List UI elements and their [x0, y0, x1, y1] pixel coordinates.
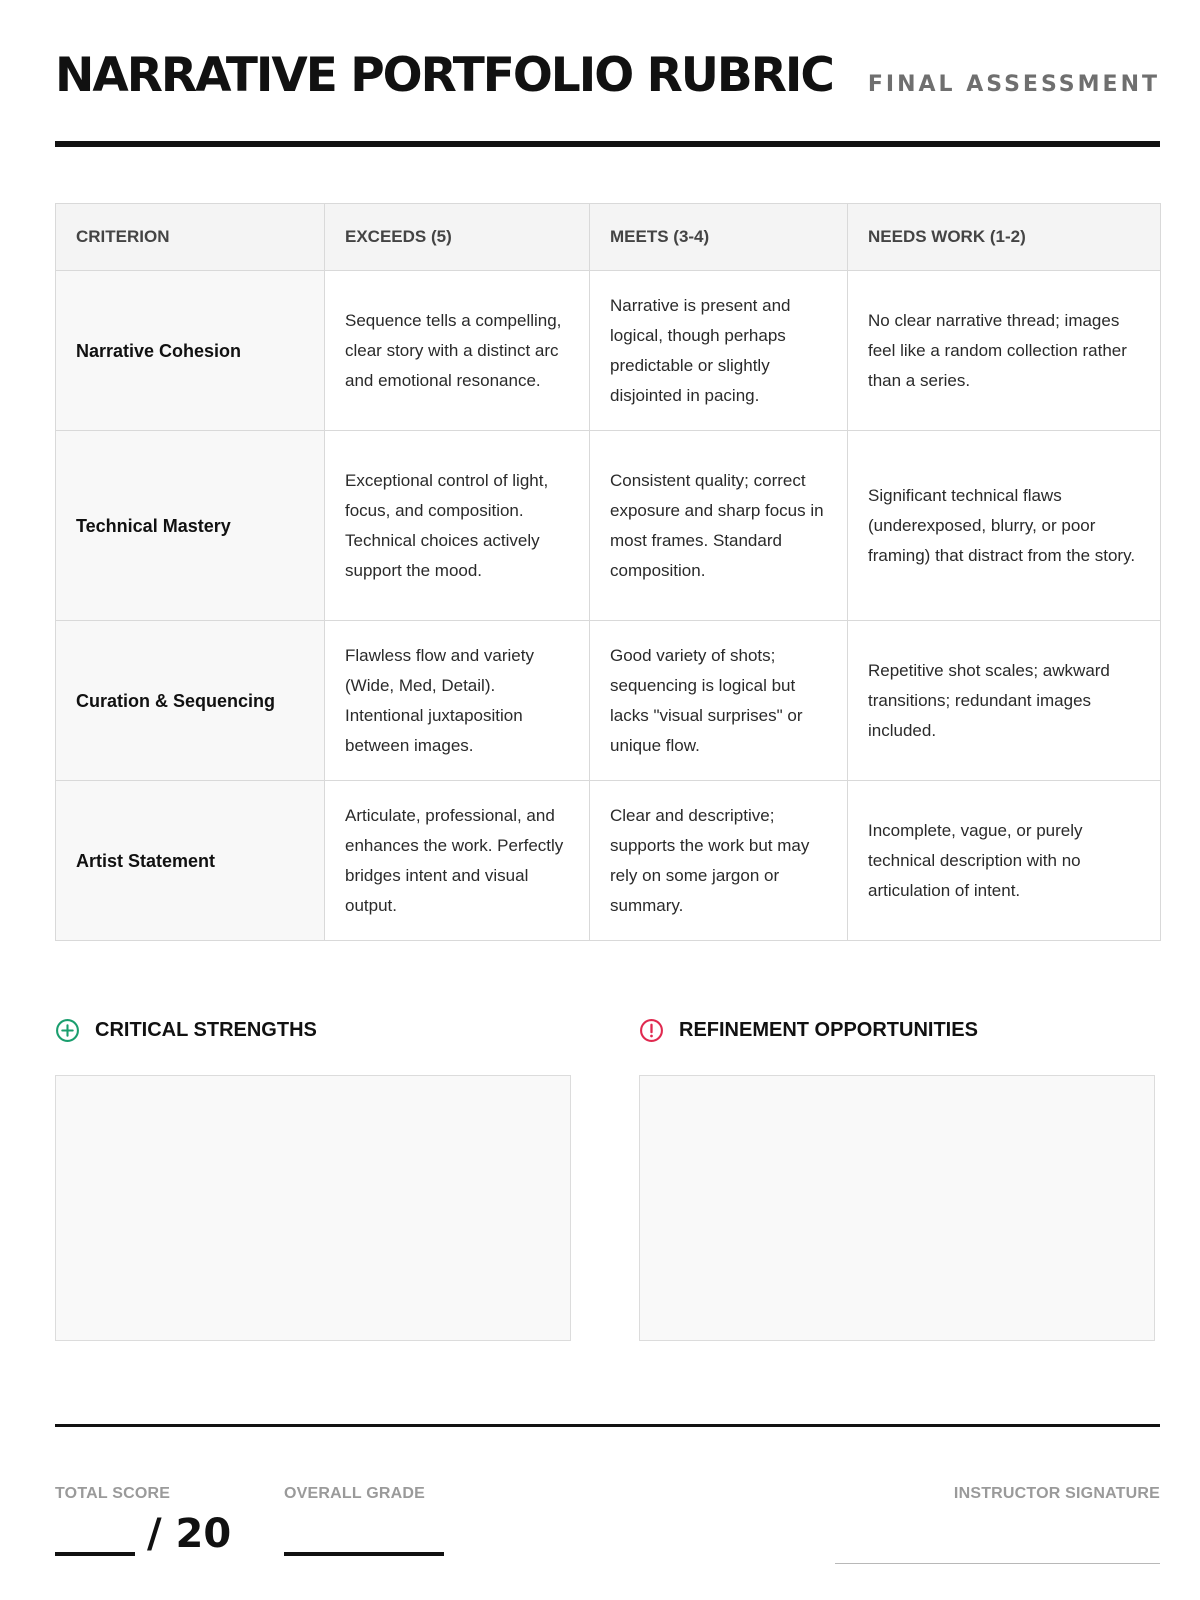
rubric-table: [55, 203, 1161, 941]
overall-grade-blank[interactable]: [284, 1510, 444, 1556]
overall-grade-label: OVERALL GRADE: [284, 1485, 425, 1502]
total-score-field: [55, 1510, 231, 1556]
header-divider: [55, 141, 1160, 147]
overall-grade-field: [284, 1510, 444, 1556]
table-row: [56, 781, 1161, 941]
signature-label: INSTRUCTOR SIGNATURE: [953, 1485, 1160, 1502]
page-title: NARRATIVE PORTFOLIO RUBRIC: [55, 48, 833, 103]
table-row: [56, 621, 1161, 781]
signature-line[interactable]: [835, 1563, 1160, 1564]
total-score-label: TOTAL SCORE: [55, 1485, 171, 1502]
exceeds-cell: Sequence tells a compelling, clear story with a distinct arc and emotional resonance.: [325, 271, 590, 431]
needs-work-cell: No clear narrative thread; images feel like a random collection rather than a series.: [848, 271, 1161, 431]
refinements-heading: [639, 1018, 978, 1043]
strengths-heading: [55, 1018, 317, 1043]
column-header-exceeds: EXCEEDS (5): [325, 204, 590, 271]
criterion-cell: Technical Mastery: [56, 431, 325, 621]
plus-circle-icon: [55, 1018, 80, 1043]
page-subtitle: FINAL ASSESSMENT: [867, 72, 1160, 97]
exceeds-cell: Exceptional control of light, focus, and composition. Technical choices actively support the mood.: [325, 431, 590, 621]
criterion-cell: Narrative Cohesion: [56, 271, 325, 431]
refinements-input-area[interactable]: [639, 1075, 1155, 1341]
needs-work-cell: Significant technical flaws (underexposed, blurry, or poor framing) that distract from the story.: [848, 431, 1161, 621]
column-header-meets: MEETS (3-4): [590, 204, 848, 271]
exceeds-cell: Articulate, professional, and enhances the work. Perfectly bridges intent and visual output.: [325, 781, 590, 941]
refinements-title: REFINEMENT OPPORTUNITIES: [679, 1019, 978, 1041]
table-row: [56, 271, 1161, 431]
total-score-suffix: / 20: [147, 1511, 232, 1557]
exceeds-cell: Flawless flow and variety (Wide, Med, Detail). Intentional juxtaposition between images.: [325, 621, 590, 781]
column-header-needs-work: NEEDS WORK (1-2): [848, 204, 1161, 271]
column-header-criterion: CRITERION: [56, 204, 325, 271]
total-score-blank[interactable]: [55, 1510, 135, 1556]
needs-work-cell: Repetitive shot scales; awkward transitions; redundant images included.: [848, 621, 1161, 781]
criterion-cell: Artist Statement: [56, 781, 325, 941]
meets-cell: Clear and descriptive; supports the work but may rely on some jargon or summary.: [590, 781, 848, 941]
footer-divider: [55, 1424, 1160, 1427]
strengths-input-area[interactable]: [55, 1075, 571, 1341]
table-row: [56, 431, 1161, 621]
needs-work-cell: Incomplete, vague, or purely technical description with no articulation of intent.: [848, 781, 1161, 941]
header: [55, 48, 1160, 103]
table-header-row: [56, 204, 1161, 271]
meets-cell: Good variety of shots; sequencing is logical but lacks "visual surprises" or unique flow.: [590, 621, 848, 781]
strengths-title: CRITICAL STRENGTHS: [95, 1019, 317, 1041]
exclamation-circle-icon: [639, 1018, 664, 1043]
meets-cell: Narrative is present and logical, though perhaps predictable or slightly disjointed in pacing.: [590, 271, 848, 431]
meets-cell: Consistent quality; correct exposure and sharp focus in most frames. Standard composition.: [590, 431, 848, 621]
criterion-cell: Curation & Sequencing: [56, 621, 325, 781]
